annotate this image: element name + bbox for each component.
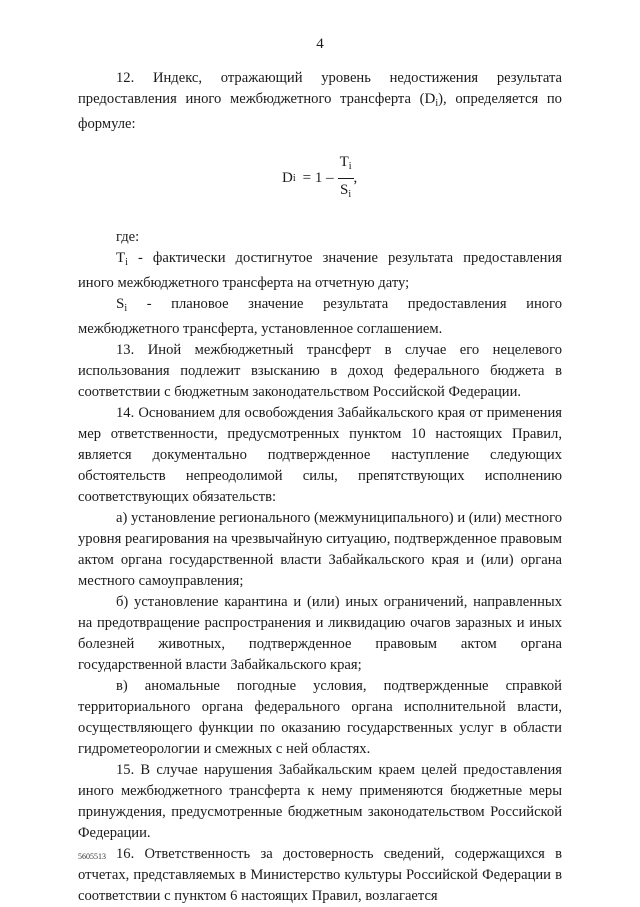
definition-s-text: - плановое значение результата предоставления иного межбюджетного трансферта, установленное соглашением. xyxy=(78,296,562,337)
formula-denominator xyxy=(338,179,353,204)
formula-operator: = 1 – xyxy=(302,170,334,186)
formula-den-sub: i xyxy=(348,189,352,200)
paragraph-12-var: D xyxy=(424,91,436,107)
formula-num-var: T xyxy=(339,154,349,170)
definition-t xyxy=(78,248,562,294)
definition-s-sub: i xyxy=(124,303,128,314)
formula xyxy=(282,153,357,204)
paragraph-16: 16. Ответственность за достоверность сведений, содержащихся в отчетах, представляемых в Министерство культуры Российской Федерации в соответствии с пунктом 6 настоящих Правил, возлагается xyxy=(78,846,562,904)
paragraph-15: 15. В случае нарушения Забайкальским краем целей предоставления иного межбюджетного трансферта к нему применяются бюджетные меры принуждения, предусмотренные бюджетным законодательством Российской Федерации. xyxy=(78,762,562,841)
paragraph-14-item-v: в) аномальные погодные условия, подтвержденные справкой территориального органа федерального органа исполнительной власти, осуществляющего функции по оказанию государственных услуг в области гидрометеорологии и смежных с ней областях. xyxy=(78,678,562,757)
definition-t-sub: i xyxy=(125,257,128,268)
paragraph-12 xyxy=(78,68,562,135)
document-body xyxy=(78,68,562,907)
paragraph-14-item-a: а) установление регионального (межмуниципального) и (или) местного уровня реагирования на чрезвычайную ситуацию, подтвержденное правовым актом органа государственной власти Забайкальского края и (или) органа местного самоуправления; xyxy=(78,510,562,589)
formula-block xyxy=(78,145,562,215)
paragraph-12-text-before: 12. Индекс, отражающий уровень недостижения результата предоставления иного межбюджетного трансферта ( xyxy=(78,70,562,107)
paragraph-14-item-b: б) установление карантина и (или) иных ограничений, направленных на предотвращение распространения и ликвидацию очагов заразных и иных болезней животных, подтвержденное правовым актом органа государственной власти Забайкальского края; xyxy=(78,594,562,673)
formula-lhs-sub: i xyxy=(292,173,296,184)
formula-numerator xyxy=(338,153,354,179)
paragraph-14: 14. Основанием для освобождения Забайкальского края от применения мер ответственности, предусмотренных пунктом 10 настоящих Правил, является документально подтвержденное наступление следующих обстоятельств непреодолимой силы, препятствующих исполнению соответствующих обязательств: xyxy=(78,405,562,505)
definition-s-var: S xyxy=(116,296,125,312)
formula-fraction xyxy=(338,153,354,204)
formula-den-var: S xyxy=(340,182,349,198)
paragraph-12-sub: i xyxy=(435,98,439,109)
formula-lhs-var: D xyxy=(282,170,293,186)
paragraph-12-text-after: ), определяется по формуле: xyxy=(78,91,562,132)
formula-num-sub: i xyxy=(348,161,352,172)
page-number: 4 xyxy=(316,36,324,52)
where-label: где: xyxy=(116,229,140,245)
definition-s xyxy=(78,294,562,340)
definition-t-var: T xyxy=(116,250,126,266)
document-code: 5605513 xyxy=(78,852,106,861)
paragraph-13: 13. Иной межбюджетный трансферт в случае его нецелевого использования подлежит взысканию в доход федерального бюджета в соответствии с бюджетным законодательством Российской Федерации. xyxy=(78,342,562,400)
formula-trail: , xyxy=(353,170,358,186)
definition-t-text: - фактически достигнутое значение результата предоставления иного межбюджетного трансферта на отчетную дату; xyxy=(78,250,562,291)
